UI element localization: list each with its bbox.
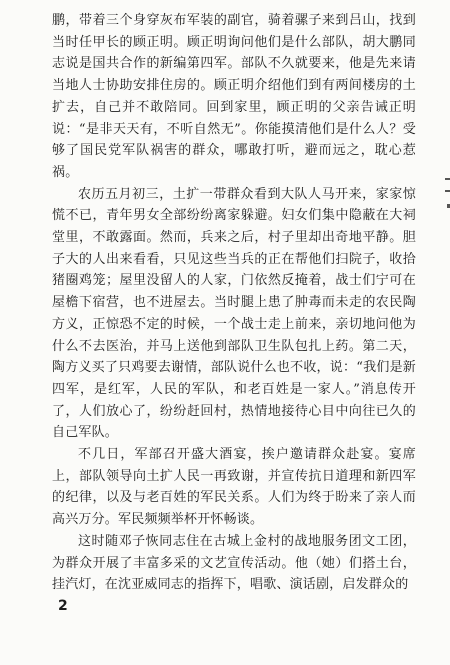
binding-edge-mark [445,178,450,180]
paragraph-2: 农历五月初三，土扩一带群众看到大队人马开来，家家惊慌不已，青年男女全部纷纷离家躲避。妇女们集中隐蔽在大祠堂里，不敢露面。然而，兵来之后，村子里却出奇地平静。胆子大的人出来看看，只见这些当兵的正在帮他们扫院子，收拾猪圈鸡笼；屋里没留人的人家，门依然反掩着，战士们宁可在屋檐下宿营，也不进屋去。当时腿上患了肿毒而未走的农民陶方义，正惊恐不定的时候，一个战士走上前来，亲切地问他为什么不去医治，并马上送他到部队卫生队包扎上药。第二天，陶方义买了只鸡要去谢情，部队说什么也不收，说：“我们是新四军，是红军，人民的军队，和老百姓是一家人。”消息传开了，人们放心了，纷纷赶回村，热情地接待心目中向往已久的自己军队。 [52,186,416,441]
paragraph-3: 不几日，军部召开盛大酒宴，挨户邀请群众赴宴。宴席上，部队领导向土扩人民一再致谢，并宣传抗日道理和新四军的纪律，以及与老百姓的军民关系。人们为终于盼来了亲人而高兴万分。军民频频举杯开怀畅谈。 [52,447,416,528]
paragraph-1: 鹏，带着三个身穿灰布军装的副官，骑着骡子来到吕山，找到当时任甲长的顾正明。顾正明询问他们是什么部队，胡大鹏同志说是国共合作的新编第四军。部队不久就要来，他是先来请当地人士协助安排住房的。顾正明介绍他们到有两间楼房的土扩去，自己并不敢陪同。回到家里，顾正明的父亲告诫正明说：“是非天天有，不听自然无”。你能摸清他们是什么人？受够了国民党军队祸害的群众，哪敢打听，避而远之，耽心惹祸。 [52,13,416,180]
body-text [52,10,416,596]
paragraph-4: 这时随邓子恢同志住在古城上金村的战地服务团文工团，为群众开展了丰富多采的文艺宣传活动。他（她）们搭土台，挂汽灯，在沈亚威同志的指挥下，唱歌、演话剧，启发群众的 [52,533,416,593]
page-number: 2 [58,598,68,614]
binding-edge-mark [445,190,450,192]
